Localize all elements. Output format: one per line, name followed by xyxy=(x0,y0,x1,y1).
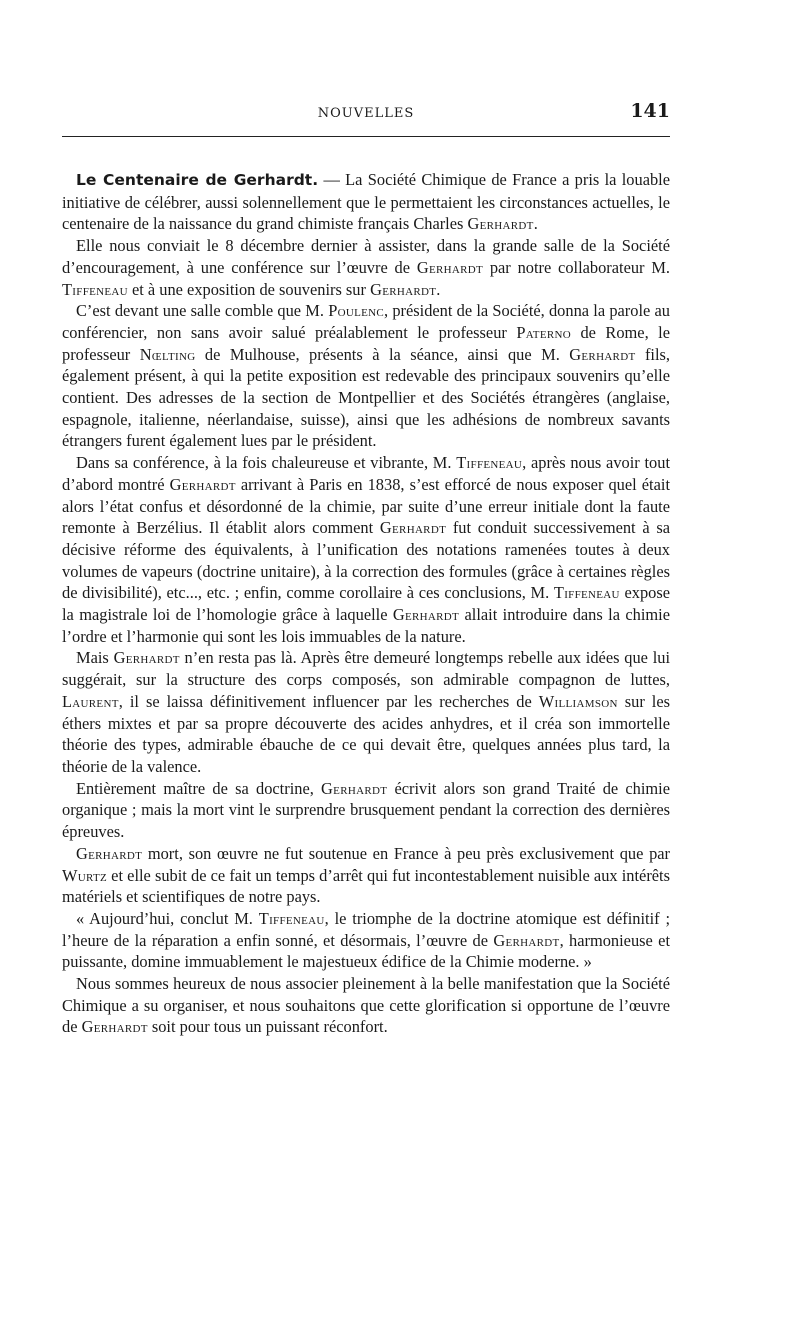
person-name: Gerhardt xyxy=(392,605,460,625)
person-name: Tiffeneau xyxy=(553,583,620,603)
text-run: allait introduire dans la chimie l’ordre et l’harmonie qui sont les lois immuables de la nature. xyxy=(62,605,670,646)
section-title: Le Centenaire de Gerhardt. xyxy=(76,171,319,189)
text-run: et elle subit de ce fait un temps d’arrêt qui fut incontestablement nuisible aux intérêts matériels et scientifiques de notre pays. xyxy=(62,865,670,907)
paragraph xyxy=(62,908,670,973)
text-run: écrivit alors son grand Traité de chimie organique ; mais la mort vint le surprendre brusquement pendant la correction des dernières épreuves. xyxy=(62,778,670,842)
text-run: fut conduit successivement à sa décisive réforme des équivalents, à l’unification des notations ramenées toutes à deux volumes de vapeurs (doctrine unitaire), à la correction des formules (grâce à certaines règles de divisibilité), etc..., etc. ; enfin, comme corollaire à ces conclusions, M. xyxy=(62,518,670,603)
text-run: mort, son œuvre ne fut soutenue en France à peu près exclusivement que par xyxy=(142,843,670,863)
text-run: Entièrement maître de sa doctrine, xyxy=(76,778,322,798)
paragraph xyxy=(62,778,670,843)
person-name: Gerhardt xyxy=(81,1017,148,1037)
text-run: . xyxy=(436,279,441,299)
person-name: Gerhardt xyxy=(370,279,437,299)
person-name: Gerhardt xyxy=(169,474,236,494)
paragraph xyxy=(62,235,670,300)
person-name: Tiffeneau xyxy=(258,908,325,928)
paragraph xyxy=(62,973,670,1038)
person-name: Gerhardt xyxy=(467,214,534,234)
text-run: sur les éthers mixtes et par sa propre découverte des acides anhydres, et il créa son immortelle théorie des types, admirable ébauche de ce qui devait être, quelques années plus tard, la théorie de la valence. xyxy=(62,691,671,776)
text-run: , après nous avoir tout d’abord montré xyxy=(62,453,670,494)
running-head xyxy=(62,100,670,130)
text-run: « Aujourd’hui, conclut M. xyxy=(76,908,259,928)
person-name: Gerhardt xyxy=(493,930,560,950)
person-name: Paterno xyxy=(516,322,571,342)
text-run: de Rome, le professeur xyxy=(62,322,670,364)
person-name: Tiffeneau xyxy=(62,279,128,299)
person-name: Poulenc xyxy=(328,301,385,321)
text-run: , président de la Société, donna la parole au conférencier, non sans avoir salué préalablement le professeur xyxy=(62,301,670,342)
person-name: Gerhardt xyxy=(569,344,636,364)
person-name: Nœlting xyxy=(139,344,196,364)
person-name: Gerhardt xyxy=(113,648,180,668)
text-run: , harmonieuse et puissante, domine immuablement le majestueux édifice de la Chimie moderne. » xyxy=(62,930,670,972)
paragraph xyxy=(62,452,670,647)
person-name: Gerhardt xyxy=(321,778,388,798)
text-run: n’en resta pas là. Après être demeuré longtemps rebelle aux idées que lui suggérait, sur la structure des corps composés, son admirable compagnon de luttes, xyxy=(62,648,670,690)
person-name: Tiffeneau xyxy=(456,453,523,473)
running-title: NOUVELLES xyxy=(317,106,415,121)
text-run: Elle nous conviait le 8 décembre dernier à assister, dans la grande salle de la Société d’encouragement, à une conférence sur l’œuvre de xyxy=(62,236,670,277)
person-name: Williamson xyxy=(538,691,618,711)
person-name: Gerhardt xyxy=(76,843,143,863)
text-run: par notre collaborateur M. xyxy=(483,257,670,277)
text-run: , il se laissa définitivement influencer par les recherches de xyxy=(118,691,539,711)
page-number: 141 xyxy=(630,100,670,122)
text-run: expose la magistrale loi de l’homologie grâce à laquelle xyxy=(62,583,670,625)
text-run: Nous sommes heureux de nous associer pleinement à la belle manifestation que la Société Chimique a su organiser, et nous souhaitons que cette glorification si opportune de l’œuvre de xyxy=(62,974,670,1037)
text-run: Dans sa conférence, à la fois chaleureuse et vibrante, M. xyxy=(76,453,457,473)
text-run: C’est devant une salle comble que M. xyxy=(76,301,329,321)
paragraph xyxy=(62,647,670,777)
text-run: — La Société Chimique de France a pris la louable initiative de célébrer, aussi solennellement que le permettaient les circonstances actuelles, le centenaire de la naissance du grand chimiste français Charles xyxy=(62,170,670,234)
paragraph xyxy=(62,300,670,452)
article-body xyxy=(62,169,670,1038)
header-rule xyxy=(62,136,670,137)
person-name: Laurent xyxy=(62,691,119,711)
text-run: . xyxy=(533,214,538,234)
text-run: , le triomphe de la doctrine atomique est définitif ; l’heure de la réparation a enfin sonné, et désormais, l’œuvre de xyxy=(62,908,670,950)
paragraph xyxy=(62,843,670,908)
text-run: de Mulhouse, présents à la séance, ainsi que M. xyxy=(195,344,570,364)
person-name: Wurtz xyxy=(62,865,108,885)
person-name: Gerhardt xyxy=(416,257,484,277)
text-run: arrivant à Paris en 1838, s’est efforcé de nous exposer quel était alors l’état confus et désordonné de la chimie, par suite d’une erreur initiale dont la faute remonte à Berzélius. Il établit alors comment xyxy=(62,474,670,538)
text-run: soit pour tous un puissant réconfort. xyxy=(147,1017,388,1037)
paragraph xyxy=(62,169,670,235)
text-run: Mais xyxy=(76,648,114,668)
text-run: et à une exposition de souvenirs sur xyxy=(127,279,371,299)
text-run: fils, également présent, à qui la petite exposition est redevable des principaux souvenirs qu’elle contient. Des adresses de la section de Montpellier et des Sociétés étrangères (anglaise, espagnole, italienne, néerlandaise, suisse), ainsi que les adhésions de nombreux savants étrangers furent également lues par le président. xyxy=(62,344,670,451)
person-name: Gerhardt xyxy=(379,518,447,538)
